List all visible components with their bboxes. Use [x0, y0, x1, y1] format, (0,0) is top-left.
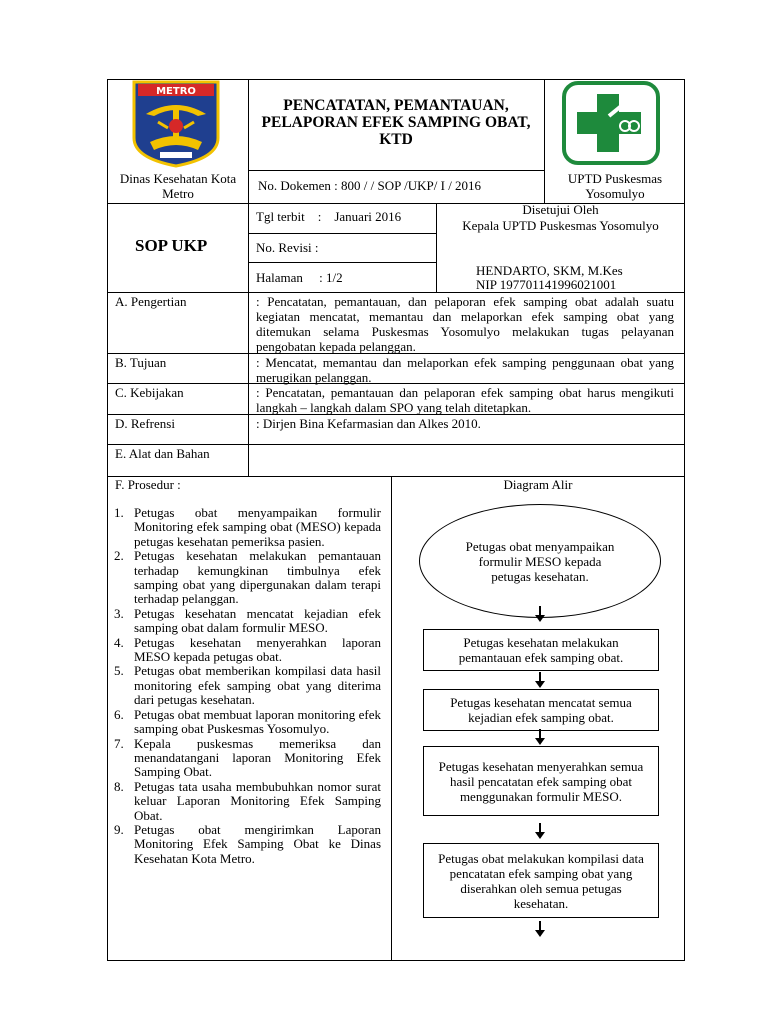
list-item: 7. Kepala puskesmas memeriksa dan menandatangani laporan Monitoring Efek Samping Obat. [114, 735, 381, 780]
list-item: 9. Petugas obat mengirimkan Laporan Monitoring Efek Samping Obat ke Dinas Kesehatan Kota Metro. [114, 821, 381, 866]
arrow-down-icon [534, 729, 546, 745]
arrow-down-icon [534, 606, 546, 622]
list-item: 6. Petugas obat membuat laporan monitoring efek samping obat Puskesmas Yosomulyo. [114, 706, 381, 737]
divider [544, 79, 545, 203]
list-item: 8. Petugas tata usaha membubuhkan nomor surat keluar Laporan Monitoring Efek Samping Obat. [114, 778, 381, 823]
list-item: 5. Petugas obat memberikan kompilasi data hasil monitoring efek samping obat yang diterima dari petugas kesehatan. [114, 663, 381, 708]
section-label: B. Tujuan [115, 355, 167, 370]
puskesmas-logo-icon [561, 80, 661, 166]
flowchart-box: Petugas kesehatan melakukan pemantauan efek samping obat. [423, 629, 659, 671]
divider [248, 170, 544, 171]
section-text: : Pencatatan, pemantauan dan pelaporan efek samping obat harus mengikuti langkah – langkah dalam SPO yang telah ditetapkan. [256, 385, 674, 415]
flowchart-box: Petugas kesehatan mencatat semua kejadian efek samping obat. [423, 689, 659, 731]
document-title: PENCATATAN, PEMANTAUAN, PELAPORAN EFEK SAMPING OBAT, KTD [261, 97, 531, 148]
arrow-down-icon [534, 672, 546, 688]
approved-by: Disetujui Oleh [522, 202, 599, 217]
left-org-name: Dinas Kesehatan Kota Metro [119, 171, 237, 201]
flowchart-start-oval: Petugas obat menyampaikan formulir MESO kepada petugas kesehatan. [419, 504, 661, 618]
issue-date: Tgl terbit : Januari 2016 [256, 209, 402, 224]
sop-label: SOP UKP [135, 236, 208, 255]
revision-number: No. Revisi : [256, 240, 319, 255]
flowchart-title: Diagram Alir [503, 477, 573, 492]
list-item: 2. Petugas kesehatan melakukan pemantauan terhadap kemungkinan timbulnya efek samping obat yang dipergunakan dalam terapi terhadap pelanggan. [114, 548, 381, 607]
section-text: : Mencatat, memantau dan melaporkan efek samping penggunaan obat yang merugikan pelanggan. [256, 355, 674, 385]
divider [248, 262, 436, 263]
kota-metro-logo-icon [128, 80, 224, 168]
svg-text:METRO: METRO [156, 86, 196, 97]
section-text: : Pencatatan, pemantauan, dan pelaporan efek samping obat adalah suatu kegiatan mencatat, memantau dan melaporkan efek samping obat yang ditemukan selama Puskesmas Yosomulyo melakukan tugas pelayanan pengobatan kepada pelanggan. [256, 294, 674, 354]
section-label: D. Refrensi [115, 416, 175, 431]
document-number: No. Dokemen : 800 / / SOP /UKP/ I / 2016 [258, 178, 482, 193]
arrow-down-icon [534, 823, 546, 839]
flowchart-box: Petugas kesehatan menyerahkan semua hasil pencatatan efek samping obat menggunakan formulir MESO. [423, 746, 659, 816]
right-org-name: UPTD Puskesmas Yosomulyo [567, 171, 663, 201]
page-number: Halaman : 1/2 [256, 270, 343, 285]
divider [107, 444, 685, 445]
divider [436, 203, 437, 292]
divider [248, 79, 249, 292]
procedure-steps [114, 506, 381, 866]
list-item: 1. Petugas obat menyampaikan formulir Monitoring efek samping obat (MESO) kepada petugas kesehatan pemeriksa pasien. [114, 505, 381, 549]
divider [248, 292, 249, 476]
list-item: 3. Petugas kesehatan mencatat kejadian efek samping obat dalam formulir MESO. [114, 605, 381, 636]
approver-nip: NIP 197701141996021001 [476, 277, 617, 292]
section-text: : Dirjen Bina Kefarmasian dan Alkes 2010. [256, 416, 481, 431]
list-item: 4. Petugas kesehatan menyerahkan laporan MESO kepada petugas obat. [114, 634, 381, 665]
arrow-down-icon [534, 921, 546, 937]
divider [248, 233, 436, 234]
section-label: A. Pengertian [115, 294, 187, 309]
divider [391, 476, 392, 961]
procedure-label: F. Prosedur : [115, 477, 181, 492]
divider [107, 292, 685, 293]
section-label: E. Alat dan Bahan [115, 446, 210, 461]
section-label: C. Kebijakan [115, 385, 184, 400]
approver-title: Kepala UPTD Puskesmas Yosomulyo [462, 218, 659, 233]
approver-name: HENDARTO, SKM, M.Kes [476, 263, 623, 278]
flowchart-box: Petugas obat melakukan kompilasi data pencatatan efek samping obat yang diserahkan oleh semua petugas kesehatan. [423, 843, 659, 918]
